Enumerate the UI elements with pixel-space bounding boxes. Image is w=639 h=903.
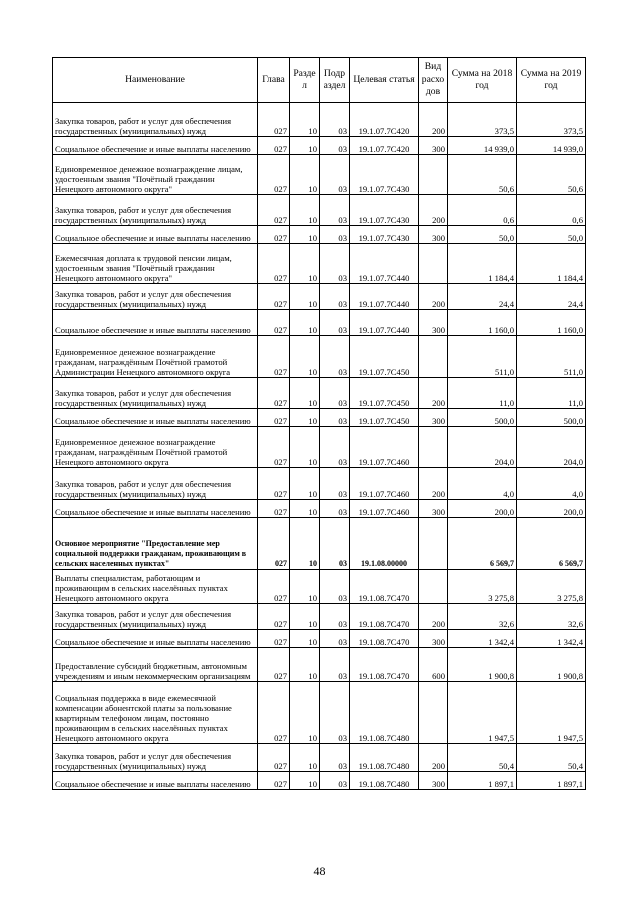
row-sum-2019: 50,0 xyxy=(517,226,586,244)
row-razdel: 10 xyxy=(290,772,320,790)
row-sum-2019: 1 342,4 xyxy=(517,630,586,648)
row-name: Единовременное денежное вознаграждение гражданам, награждённым Почётной грамотой Ненецкого автономного округа xyxy=(53,427,258,468)
row-sum-2019: 204,0 xyxy=(517,427,586,468)
row-sum-2019: 1 947,5 xyxy=(517,682,586,744)
row-expense-type: 300 xyxy=(419,500,448,518)
row-sum-2018: 24,4 xyxy=(448,284,517,310)
row-sum-2018: 14 939,0 xyxy=(448,137,517,155)
row-glava: 027 xyxy=(258,195,290,226)
budget-table xyxy=(52,57,586,790)
row-sum-2018: 50,0 xyxy=(448,226,517,244)
row-glava: 027 xyxy=(258,630,290,648)
row-podrazdel: 03 xyxy=(320,226,350,244)
row-razdel: 10 xyxy=(290,427,320,468)
row-name: Закупка товаров, работ и услуг для обеспечения государственных (муниципальных) нужд xyxy=(53,103,258,137)
row-razdel: 10 xyxy=(290,103,320,137)
row-sum-2019: 24,4 xyxy=(517,284,586,310)
row-expense-type: 600 xyxy=(419,648,448,682)
row-target-article: 19.1.07.7С420 xyxy=(350,103,419,137)
table-header-row xyxy=(53,58,586,103)
row-target-article: 19.1.08.7С470 xyxy=(350,648,419,682)
table-row xyxy=(53,244,586,284)
row-podrazdel: 03 xyxy=(320,284,350,310)
page-number: 48 xyxy=(313,864,326,878)
row-sum-2018: 204,0 xyxy=(448,427,517,468)
row-sum-2018: 200,0 xyxy=(448,500,517,518)
table-row xyxy=(53,336,586,378)
row-name: Ежемесячная доплата к трудовой пенсии лицам, удостоенным звания "Почётный гражданин Ненецкого автономного округа" xyxy=(53,244,258,284)
row-podrazdel: 03 xyxy=(320,409,350,427)
row-glava: 027 xyxy=(258,310,290,336)
row-name: Социальное обеспечение и иные выплаты населению xyxy=(53,409,258,427)
row-razdel: 10 xyxy=(290,195,320,226)
row-podrazdel: 03 xyxy=(320,500,350,518)
row-razdel: 10 xyxy=(290,409,320,427)
row-expense-type: 200 xyxy=(419,468,448,500)
row-sum-2019: 511,0 xyxy=(517,336,586,378)
row-sum-2018: 32,6 xyxy=(448,604,517,630)
row-sum-2019: 50,6 xyxy=(517,155,586,195)
row-razdel: 10 xyxy=(290,744,320,772)
row-glava: 027 xyxy=(258,648,290,682)
row-expense-type: 200 xyxy=(419,195,448,226)
row-glava: 027 xyxy=(258,682,290,744)
table-row xyxy=(53,744,586,772)
row-sum-2018: 1 160,0 xyxy=(448,310,517,336)
row-name: Предоставление субсидий бюджетным, автономным учреждениям и иным некоммерческим организациям xyxy=(53,648,258,682)
row-sum-2018: 373,5 xyxy=(448,103,517,137)
row-glava: 027 xyxy=(258,226,290,244)
row-sum-2018: 1 947,5 xyxy=(448,682,517,744)
row-sum-2018: 50,4 xyxy=(448,744,517,772)
row-expense-type: 300 xyxy=(419,226,448,244)
row-razdel: 10 xyxy=(290,630,320,648)
row-name: Закупка товаров, работ и услуг для обеспечения государственных (муниципальных) нужд xyxy=(53,604,258,630)
table-row xyxy=(53,682,586,744)
row-target-article: 19.1.07.7С460 xyxy=(350,468,419,500)
row-sum-2019: 3 275,8 xyxy=(517,570,586,604)
row-target-article: 19.1.08.00000 xyxy=(350,518,419,570)
table-row xyxy=(53,427,586,468)
row-expense-type xyxy=(419,155,448,195)
header-sum-2018: Сумма на 2018 год xyxy=(448,58,517,103)
row-sum-2019: 1 160,0 xyxy=(517,310,586,336)
table-row xyxy=(53,155,586,195)
row-sum-2018: 11,0 xyxy=(448,378,517,409)
row-sum-2019: 6 569,7 xyxy=(517,518,586,570)
row-expense-type: 200 xyxy=(419,604,448,630)
row-glava: 027 xyxy=(258,604,290,630)
row-expense-type: 300 xyxy=(419,630,448,648)
table-row xyxy=(53,409,586,427)
row-podrazdel: 03 xyxy=(320,195,350,226)
row-target-article: 19.1.07.7С440 xyxy=(350,310,419,336)
row-sum-2019: 1 897,1 xyxy=(517,772,586,790)
row-glava: 027 xyxy=(258,155,290,195)
row-sum-2018: 4,0 xyxy=(448,468,517,500)
row-glava: 027 xyxy=(258,570,290,604)
row-glava: 027 xyxy=(258,427,290,468)
row-razdel: 10 xyxy=(290,226,320,244)
row-podrazdel: 03 xyxy=(320,103,350,137)
table-row xyxy=(53,310,586,336)
row-glava: 027 xyxy=(258,468,290,500)
row-glava: 027 xyxy=(258,518,290,570)
row-podrazdel: 03 xyxy=(320,518,350,570)
row-name: Социальное обеспечение и иные выплаты населению xyxy=(53,310,258,336)
header-glava: Глава xyxy=(258,58,290,103)
row-expense-type: 200 xyxy=(419,744,448,772)
row-sum-2019: 50,4 xyxy=(517,744,586,772)
row-target-article: 19.1.08.7С480 xyxy=(350,744,419,772)
row-expense-type xyxy=(419,427,448,468)
table-row xyxy=(53,570,586,604)
row-glava: 027 xyxy=(258,336,290,378)
row-podrazdel: 03 xyxy=(320,682,350,744)
row-sum-2019: 14 939,0 xyxy=(517,137,586,155)
row-target-article: 19.1.08.7С470 xyxy=(350,570,419,604)
row-sum-2018: 50,6 xyxy=(448,155,517,195)
header-name: Наименование xyxy=(53,58,258,103)
row-glava: 027 xyxy=(258,500,290,518)
row-target-article: 19.1.07.7С460 xyxy=(350,500,419,518)
row-expense-type: 300 xyxy=(419,137,448,155)
row-name: Единовременное денежное вознаграждение лицам, удостоенным звания "Почётный гражданин Ненецкого автономного округа" xyxy=(53,155,258,195)
row-expense-type xyxy=(419,682,448,744)
row-target-article: 19.1.08.7С470 xyxy=(350,630,419,648)
row-razdel: 10 xyxy=(290,336,320,378)
row-razdel: 10 xyxy=(290,244,320,284)
row-expense-type xyxy=(419,244,448,284)
row-podrazdel: 03 xyxy=(320,155,350,195)
row-sum-2019: 500,0 xyxy=(517,409,586,427)
row-target-article: 19.1.07.7С420 xyxy=(350,137,419,155)
row-sum-2018: 1 897,1 xyxy=(448,772,517,790)
row-glava: 027 xyxy=(258,409,290,427)
row-podrazdel: 03 xyxy=(320,772,350,790)
row-sum-2019: 200,0 xyxy=(517,500,586,518)
table-body xyxy=(53,103,586,790)
row-razdel: 10 xyxy=(290,648,320,682)
row-expense-type: 200 xyxy=(419,378,448,409)
row-name: Социальное обеспечение и иные выплаты населению xyxy=(53,630,258,648)
table-row xyxy=(53,630,586,648)
row-target-article: 19.1.07.7С440 xyxy=(350,244,419,284)
row-podrazdel: 03 xyxy=(320,137,350,155)
row-name: Социальное обеспечение и иные выплаты населению xyxy=(53,226,258,244)
row-sum-2019: 11,0 xyxy=(517,378,586,409)
row-sum-2019: 32,6 xyxy=(517,604,586,630)
row-expense-type: 300 xyxy=(419,409,448,427)
row-sum-2018: 0,6 xyxy=(448,195,517,226)
row-razdel: 10 xyxy=(290,570,320,604)
row-podrazdel: 03 xyxy=(320,604,350,630)
row-expense-type xyxy=(419,336,448,378)
row-expense-type: 200 xyxy=(419,103,448,137)
header-razdel: Разде л xyxy=(290,58,320,103)
row-sum-2018: 500,0 xyxy=(448,409,517,427)
row-podrazdel: 03 xyxy=(320,648,350,682)
row-podrazdel: 03 xyxy=(320,378,350,409)
row-podrazdel: 03 xyxy=(320,468,350,500)
row-target-article: 19.1.07.7С460 xyxy=(350,427,419,468)
row-name: Социальное обеспечение и иные выплаты населению xyxy=(53,772,258,790)
row-target-article: 19.1.07.7С450 xyxy=(350,378,419,409)
row-target-article: 19.1.08.7С470 xyxy=(350,604,419,630)
row-target-article: 19.1.07.7С430 xyxy=(350,155,419,195)
row-sum-2018: 1 342,4 xyxy=(448,630,517,648)
row-sum-2019: 1 900,8 xyxy=(517,648,586,682)
table-row xyxy=(53,772,586,790)
table-row xyxy=(53,137,586,155)
row-razdel: 10 xyxy=(290,604,320,630)
row-target-article: 19.1.08.7С480 xyxy=(350,772,419,790)
row-podrazdel: 03 xyxy=(320,570,350,604)
table-row xyxy=(53,103,586,137)
row-target-article: 19.1.07.7С430 xyxy=(350,226,419,244)
row-name: Закупка товаров, работ и услуг для обеспечения государственных (муниципальных) нужд xyxy=(53,744,258,772)
row-name: Социальное обеспечение и иные выплаты населению xyxy=(53,500,258,518)
header-vid: Вид расхо дов xyxy=(419,58,448,103)
table-row xyxy=(53,604,586,630)
row-expense-type: 200 xyxy=(419,284,448,310)
row-name: Основное мероприятие "Предоставление мер социальной поддержки гражданам, проживающим в сельских населенных пунктах" xyxy=(53,518,258,570)
row-sum-2018: 1 900,8 xyxy=(448,648,517,682)
row-razdel: 10 xyxy=(290,378,320,409)
row-target-article: 19.1.07.7С450 xyxy=(350,336,419,378)
row-name: Закупка товаров, работ и услуг для обеспечения государственных (муниципальных) нужд xyxy=(53,195,258,226)
row-podrazdel: 03 xyxy=(320,310,350,336)
table-row xyxy=(53,284,586,310)
row-podrazdel: 03 xyxy=(320,427,350,468)
row-glava: 027 xyxy=(258,744,290,772)
row-glava: 027 xyxy=(258,378,290,409)
table-row xyxy=(53,648,586,682)
row-glava: 027 xyxy=(258,103,290,137)
row-razdel: 10 xyxy=(290,518,320,570)
row-razdel: 10 xyxy=(290,500,320,518)
row-expense-type: 300 xyxy=(419,772,448,790)
row-name: Социальная поддержка в виде ежемесячной компенсации абонентской платы за пользование квартирным телефоном лицам, постоянно проживающим в сельских населённых пунктах Ненецкого автономного округа xyxy=(53,682,258,744)
row-name: Закупка товаров, работ и услуг для обеспечения государственных (муниципальных) нужд xyxy=(53,378,258,409)
row-glava: 027 xyxy=(258,244,290,284)
row-podrazdel: 03 xyxy=(320,336,350,378)
header-target: Целевая статья xyxy=(350,58,419,103)
row-name: Закупка товаров, работ и услуг для обеспечения государственных (муниципальных) нужд xyxy=(53,284,258,310)
row-podrazdel: 03 xyxy=(320,630,350,648)
row-sum-2019: 373,5 xyxy=(517,103,586,137)
row-sum-2018: 6 569,7 xyxy=(448,518,517,570)
row-sum-2018: 511,0 xyxy=(448,336,517,378)
row-name: Закупка товаров, работ и услуг для обеспечения государственных (муниципальных) нужд xyxy=(53,468,258,500)
table-row xyxy=(53,195,586,226)
row-podrazdel: 03 xyxy=(320,744,350,772)
row-razdel: 10 xyxy=(290,284,320,310)
table-row xyxy=(53,226,586,244)
header-podrazdel: Подр аздел xyxy=(320,58,350,103)
row-name: Социальное обеспечение и иные выплаты населению xyxy=(53,137,258,155)
row-razdel: 10 xyxy=(290,155,320,195)
row-sum-2019: 4,0 xyxy=(517,468,586,500)
row-target-article: 19.1.07.7С450 xyxy=(350,409,419,427)
row-podrazdel: 03 xyxy=(320,244,350,284)
row-name: Выплаты специалистам, работающим и проживающим в сельских населённых пунктах Ненецкого автономного округа xyxy=(53,570,258,604)
row-expense-type xyxy=(419,518,448,570)
row-razdel: 10 xyxy=(290,468,320,500)
row-sum-2019: 0,6 xyxy=(517,195,586,226)
table-row xyxy=(53,468,586,500)
row-sum-2018: 1 184,4 xyxy=(448,244,517,284)
row-glava: 027 xyxy=(258,137,290,155)
row-sum-2018: 3 275,8 xyxy=(448,570,517,604)
row-glava: 027 xyxy=(258,284,290,310)
row-razdel: 10 xyxy=(290,310,320,336)
header-sum-2019: Сумма на 2019 год xyxy=(517,58,586,103)
row-sum-2019: 1 184,4 xyxy=(517,244,586,284)
row-target-article: 19.1.07.7С430 xyxy=(350,195,419,226)
row-target-article: 19.1.08.7С480 xyxy=(350,682,419,744)
row-glava: 027 xyxy=(258,772,290,790)
table-row xyxy=(53,518,586,570)
row-target-article: 19.1.07.7С440 xyxy=(350,284,419,310)
row-expense-type: 300 xyxy=(419,310,448,336)
table-row xyxy=(53,500,586,518)
row-expense-type xyxy=(419,570,448,604)
row-name: Единовременное денежное вознаграждение гражданам, награждённым Почётной грамотой Администрации Ненецкого автономного округа xyxy=(53,336,258,378)
row-razdel: 10 xyxy=(290,682,320,744)
table-row xyxy=(53,378,586,409)
row-razdel: 10 xyxy=(290,137,320,155)
